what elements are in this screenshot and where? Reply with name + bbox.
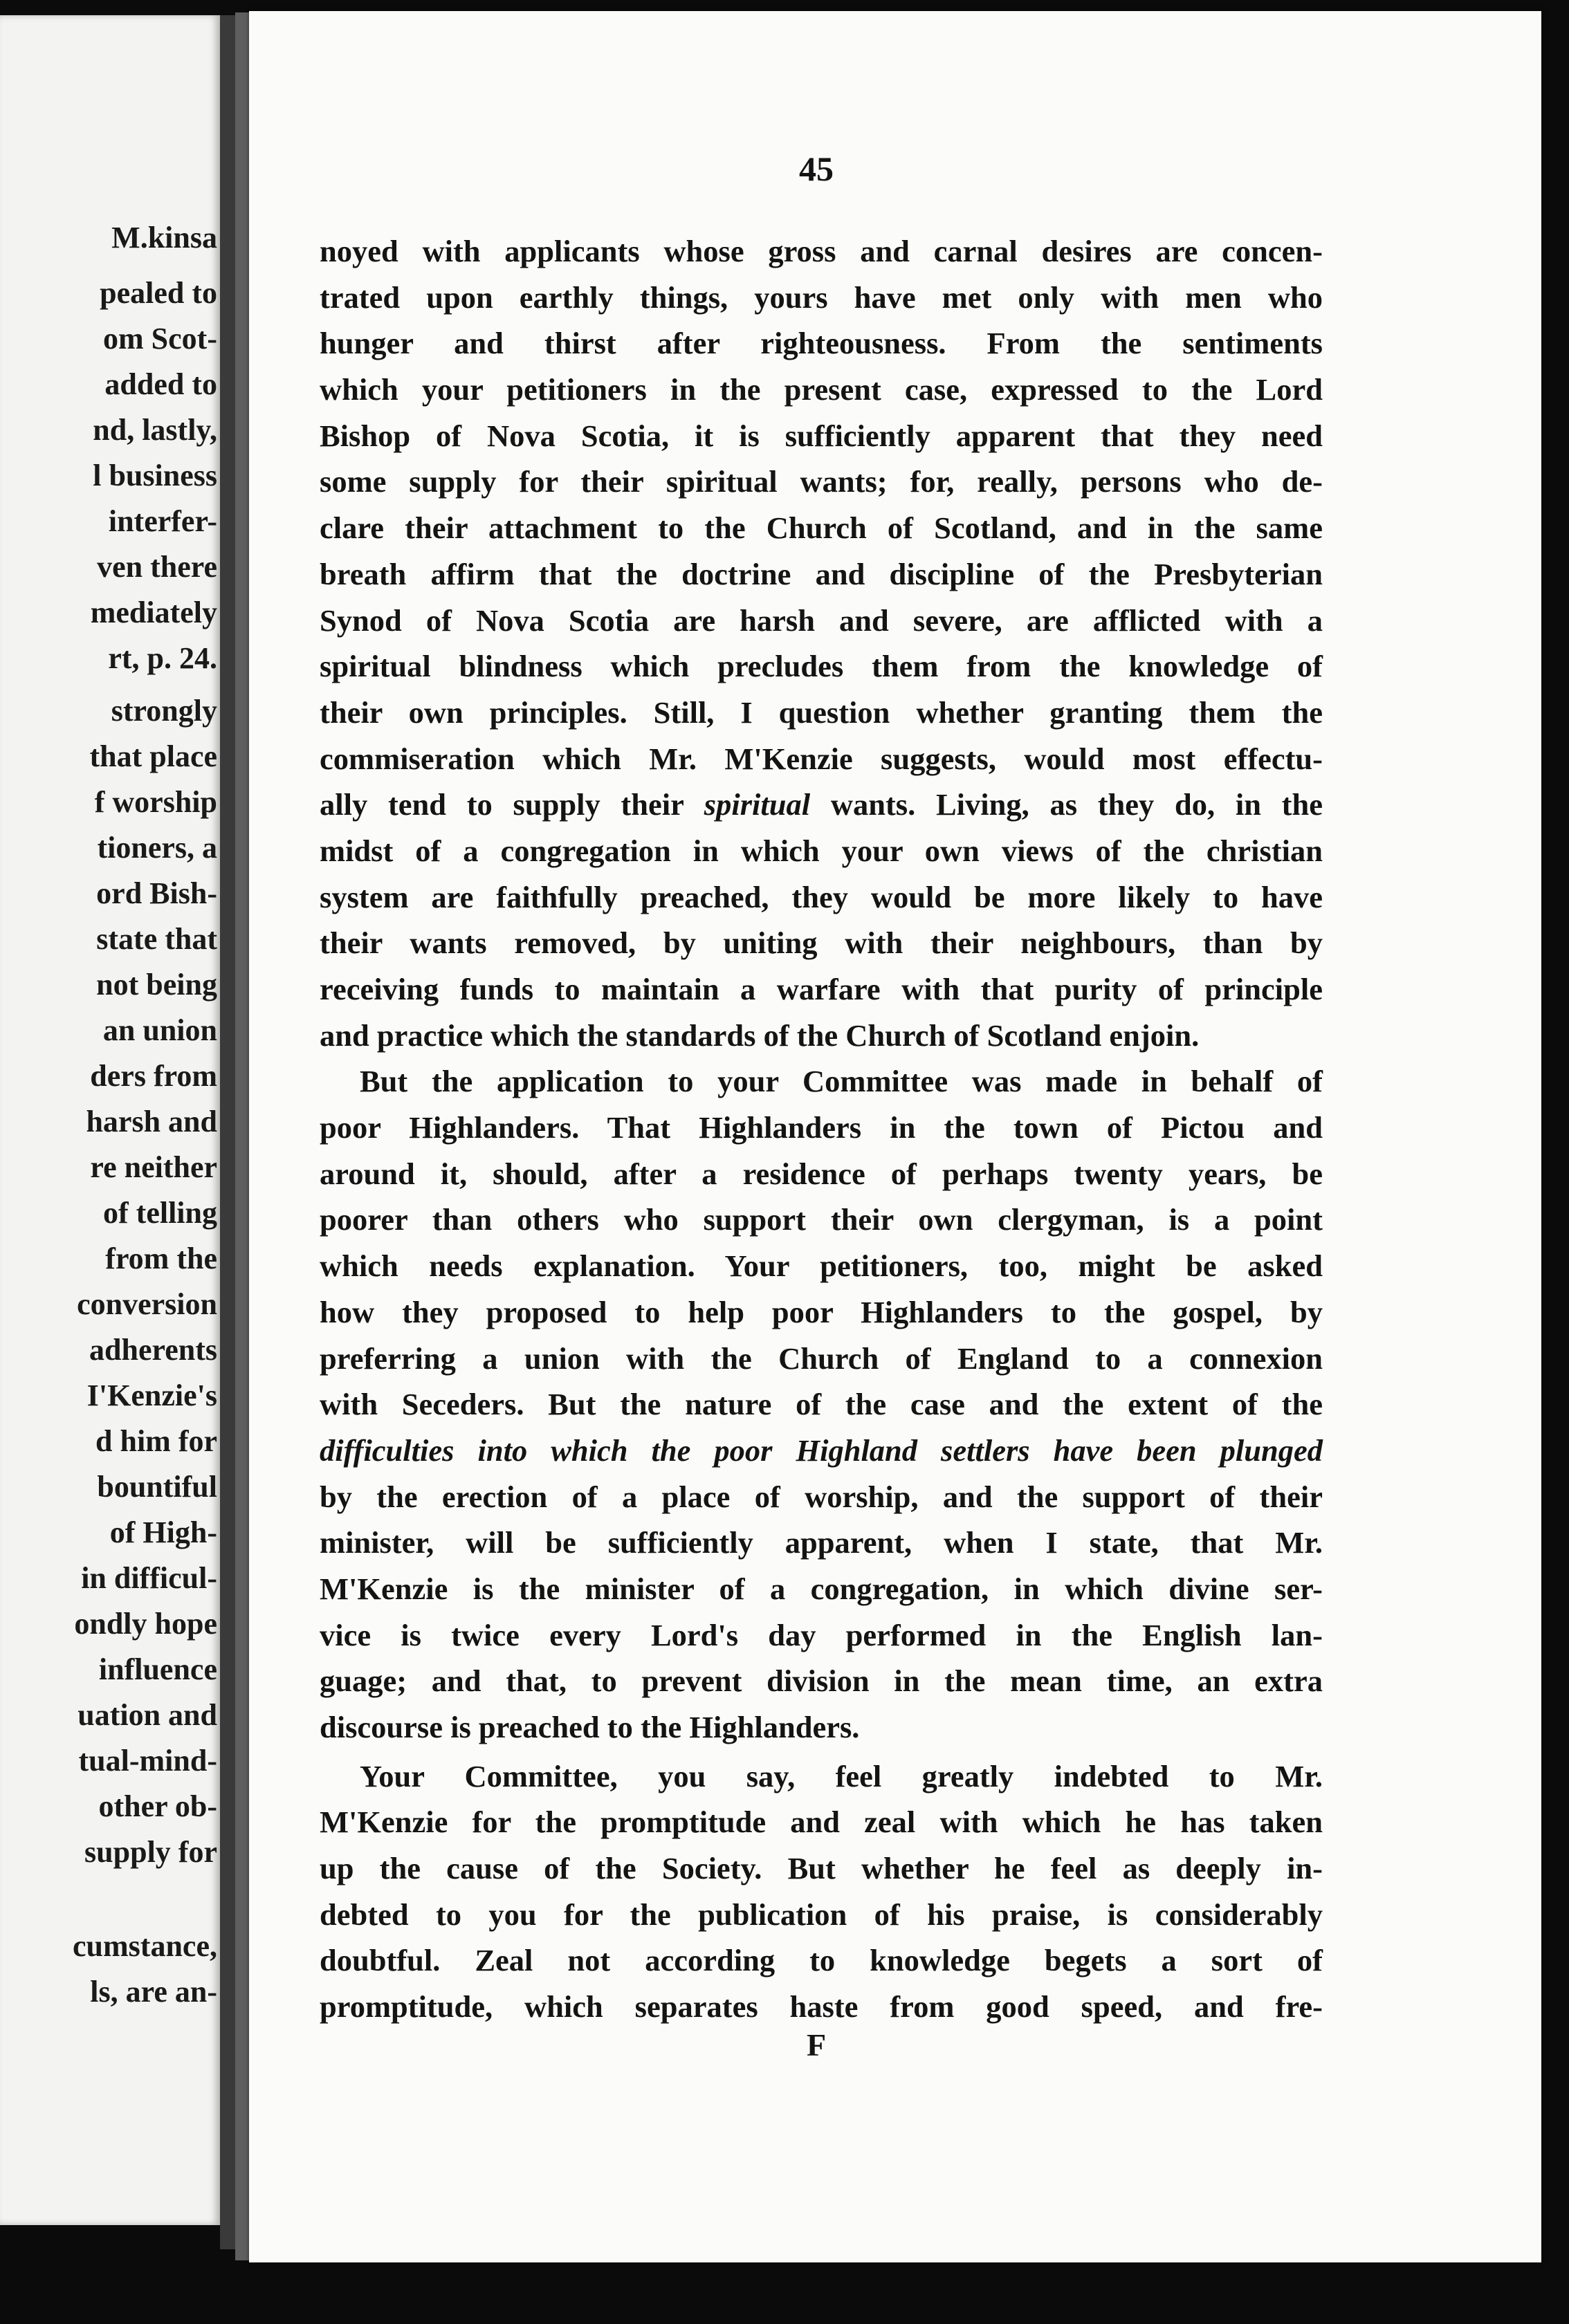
left-page-text-fragment: in difficul- [81,1561,217,1595]
text-line: doubtful. Zeal not according to knowledge begets a sort of [320,1943,1323,1978]
left-page-text-fragment: mediately [90,596,217,629]
text-line: Your Committee, you say, feel greatly indebted to Mr. [360,1758,1323,1793]
text-line: Bishop of Nova Scotia, it is sufficiently apparent that they need [320,418,1323,453]
left-page-text-fragment: M.kinsa [111,221,217,255]
left-page-text-fragment: that place [89,739,217,773]
text-line [320,782,1323,828]
left-page-text-fragment: of telling [103,1196,217,1230]
left-page-text-fragment: ven there [97,550,217,584]
text-line: how they proposed to help poor Highlanders to the gospel, by [320,1294,1323,1329]
left-page-text-fragment: adherents [89,1333,217,1367]
left-page-text-fragment: influence [98,1652,217,1686]
text-line: some supply for their spiritual wants; for, really, persons who de- [320,464,1323,499]
text-line: poor Highlanders. That Highlanders in the town of Pictou and [320,1110,1323,1145]
left-page-text-fragment: tual-mind- [78,1744,217,1778]
page-body-text [320,228,1323,2030]
text-line: by the erection of a place of worship, and the support of their [320,1479,1323,1514]
left-page-text-fragment: cumstance, [73,1929,217,1963]
text-line: which your petitioners in the present case, expressed to the Lord [320,372,1323,407]
signature-mark: F [806,2027,827,2063]
text-line: up the cause of the Society. But whether he feel as deeply in- [320,1851,1323,1886]
italic-text-segment: difficulties into which the poor Highland settlers have been plunged [320,1432,1323,1468]
text-line: noyed with applicants whose gross and carnal desires are concen- [320,234,1323,268]
text-line: promptitude, which separates haste from good speed, and fre- [320,1989,1323,2025]
left-page-text-fragment: strongly [111,694,217,728]
left-page-text-fragment: bountiful [97,1470,217,1504]
left-page-text-fragment: ls, are an- [90,1975,217,2009]
text-line: preferring a union with the Church of England to a connexion [320,1340,1323,1376]
text-segment: ally tend to supply their [320,787,704,822]
text-line: trated upon earthly things, yours have met only with men who [320,279,1323,315]
text-segment: wants. Living, as they do, in the [810,787,1323,822]
left-page-text-fragment: l business [93,459,217,492]
left-page-text-fragment: ders from [90,1059,217,1093]
left-page-text-fragment: rt, p. 24. [108,641,217,675]
text-line: vice is twice every Lord's day performed in the English lan- [320,1617,1323,1652]
left-page-text-fragment: supply for [84,1835,217,1869]
left-page-text-fragment: tioners, a [97,831,217,865]
left-page-text-fragment: an union [102,1013,217,1047]
left-page-text-fragment: of High- [109,1515,217,1549]
text-line: around it, should, after a residence of perhaps twenty years, be [320,1156,1323,1191]
page-number: 45 [799,149,834,188]
text-line: M'Kenzie is the minister of a congregation, in which divine ser- [320,1571,1323,1606]
text-line: which needs explanation. Your petitioners, too, might be asked [320,1248,1323,1284]
text-line: with Seceders. But the nature of the case and the extent of the [320,1387,1323,1422]
left-page-text-fragment: f worship [94,785,217,819]
text-line: But the application to your Committee was made in behalf of [360,1064,1323,1099]
left-page-text-fragment: om Scot- [103,322,217,356]
left-page-text-fragment: from the [105,1242,217,1275]
text-line: system are faithfully preached, they would be more likely to have [320,879,1323,914]
text-line: their own principles. Still, I question whether granting them the [320,694,1323,730]
left-page-text-fragment: I'Kenzie's [86,1378,217,1412]
left-page-text-fragment: other ob- [98,1789,217,1823]
text-line: Synod of Nova Scotia are harsh and severe, are afflicted with a [320,602,1323,638]
left-page-text-fragment: nd, lastly, [93,413,217,447]
italic-text-segment: spiritual [704,787,811,822]
left-page-text-fragment: conversion [77,1287,217,1321]
text-line: clare their attachment to the Church of Scotland, and in the same [320,510,1323,546]
text-line: M'Kenzie for the promptitude and zeal with which he has taken [320,1805,1323,1840]
text-line: hunger and thirst after righteousness. From the sentiments [320,326,1323,361]
text-line: discourse is preached to the Highlanders. [320,1710,860,1744]
left-page-text-fragment: interfer- [108,504,217,538]
text-line: spiritual blindness which precludes them from the knowledge of [320,649,1323,684]
text-line: guage; and that, to prevent division in the mean time, an extra [320,1663,1323,1699]
text-line: commiseration which Mr. M'Kenzie suggests, would most effectu- [320,741,1323,776]
page-gutter [220,15,235,2249]
left-page-text-fragment: ord Bish- [96,876,217,910]
text-line: receiving funds to maintain a warfare with that purity of principle [320,972,1323,1006]
left-page-text-fragment: uation and [77,1698,217,1732]
left-page-text-fragment: not being [96,968,217,1002]
text-line: midst of a congregation in which your own views of the christian [320,833,1323,868]
left-page-text-fragment: added to [104,367,217,401]
text-line [320,1428,1323,1474]
left-page-text-fragment: re neither [90,1150,217,1184]
text-line: poorer than others who support their own clergyman, is a point [320,1202,1323,1237]
left-page-text-fragment: pealed to [100,276,217,310]
left-page-text-fragment: state that [96,922,217,956]
text-line: breath affirm that the doctrine and discipline of the Presbyterian [320,556,1323,591]
text-line: debted to you for the publication of his praise, is considerably [320,1897,1323,1932]
text-line: their wants removed, by uniting with their neighbours, than by [320,925,1323,961]
left-page-text-fragment: ondly hope [74,1607,217,1641]
left-facing-page [0,15,220,2225]
left-page-text-fragment: d him for [95,1424,217,1458]
left-page-text-fragment: harsh and [86,1105,217,1138]
text-line: and practice which the standards of the Church of Scotland enjoin. [320,1017,1200,1053]
text-line: minister, will be sufficiently apparent, when I state, that Mr. [320,1525,1323,1560]
